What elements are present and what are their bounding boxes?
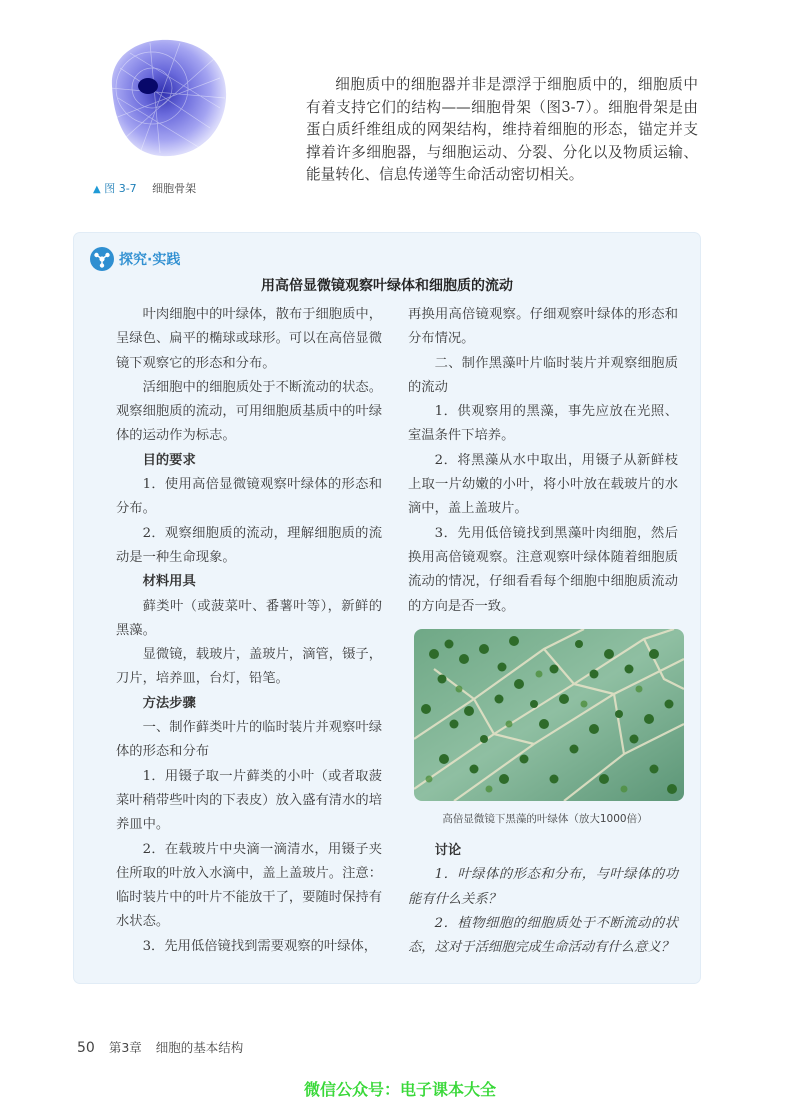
- triangle-marker-icon: ▲: [93, 184, 101, 195]
- micrograph-caption: 高倍显微镜下黑藻的叶绿体（放大1000倍）: [442, 812, 648, 825]
- box-title: 用高倍显微镜观察叶绿体和细胞质的流动: [261, 278, 513, 294]
- step-item: 1．供观察用的黑藻，事先应放在光照、室温条件下培养。: [408, 404, 678, 444]
- step-item: 2．在载玻片中央滴一滴清水，用镊子夹住所取的叶放入水滴中，盖上盖玻片。注意：临时装片中的叶片不能放干了，要随时保持有水状态。: [116, 841, 382, 930]
- page-footer: [77, 1038, 243, 1056]
- paragraph: 活细胞中的细胞质处于不断流动的状态。观察细胞质的流动，可用细胞质基质中的叶绿体的运动作为标志。: [116, 379, 382, 444]
- step-part-heading: 一、制作藓类叶片的临时装片并观察叶绿体的形态和分布: [116, 720, 382, 760]
- step-part-heading: 二、制作黑藻叶片临时装片并观察细胞质的流动: [408, 355, 678, 395]
- figure-caption-text: 细胞骨架: [152, 182, 197, 195]
- section-heading-discussion: 讨论: [434, 843, 462, 859]
- section-heading-steps: 方法步骤: [142, 695, 196, 711]
- box-tag: [90, 247, 180, 271]
- chapter-label: 第3章: [108, 1040, 142, 1055]
- page-number: 50: [77, 1040, 95, 1056]
- molecule-icon: [90, 247, 114, 271]
- figure-caption: [93, 180, 196, 196]
- materials-item: 藓类叶（或菠菜叶、番薯叶等），新鲜的黑藻。: [116, 598, 382, 638]
- materials-item: 显微镜，载玻片，盖玻片，滴管，镊子，刀片，培养皿，台灯，铅笔。: [116, 647, 382, 687]
- chloroplast-micrograph: [414, 629, 684, 801]
- box-tag-label: 探究·实践: [119, 252, 181, 268]
- step-item: 2．将黑藻从水中取出，用镊子从新鲜枝上取一片幼嫩的小叶，将小叶放在载玻片的水滴中，盖上盖玻片。: [408, 452, 678, 517]
- micrograph-image: [414, 629, 684, 801]
- step-item-continued: 再换用高倍镜观察。仔细观察叶绿体的形态和分布情况。: [408, 307, 678, 347]
- right-column: [408, 303, 678, 961]
- discussion-question: 1．叶绿体的形态和分布，与叶绿体的功能有什么关系？: [408, 867, 678, 907]
- paragraph: 叶肉细胞中的叶绿体，散布于细胞质中，呈绿色、扁平的椭球或球形。可以在高倍显微镜下观察它的形态和分布。: [116, 307, 382, 371]
- figure-number: 图 3-7: [104, 182, 137, 195]
- section-heading-materials: 材料用具: [142, 574, 196, 590]
- section-heading-goal: 目的要求: [142, 452, 196, 468]
- step-item: 3．先用低倍镜找到黑藻叶肉细胞，然后换用高倍镜观察。注意观察叶绿体随着细胞质流动的情况，仔细看看每个细胞中细胞质流动的方向是否一致。: [408, 525, 678, 614]
- intro-paragraph: [306, 74, 698, 187]
- inquiry-practice-box: [74, 233, 700, 983]
- step-item: 1．用镊子取一片藓类的小叶（或者取菠菜叶稍带些叶肉的下表皮）放入盛有清水的培养皿中。: [116, 768, 382, 833]
- left-column: [116, 303, 382, 959]
- chapter-title: 细胞的基本结构: [155, 1040, 244, 1055]
- step-item: 3．先用低倍镜找到需要观察的叶绿体，: [142, 938, 378, 954]
- wechat-watermark: 微信公众号：电子课本大全: [303, 1080, 496, 1099]
- intro-text: 细胞质中的细胞器并非是漂浮于细胞质中的，细胞质中有着支持它们的结构——细胞骨架（图3-7）。细胞骨架是由蛋白质纤维组成的网架结构，维持着细胞的形态，锚定并支撑着许多细胞器，与细胞运动、分裂、分化以及物质运输、能量转化、信息传递等生命活动密切相关。: [306, 76, 698, 184]
- cytoskeleton-figure: [90, 28, 240, 168]
- goal-item: 2．观察细胞质的流动，理解细胞质的流动是一种生命现象。: [116, 525, 382, 565]
- discussion-question: 2．植物细胞的细胞质处于不断流动的状态，这对于活细胞完成生命活动有什么意义？: [408, 916, 678, 956]
- goal-item: 1．使用高倍显微镜观察叶绿体的形态和分布。: [116, 477, 382, 517]
